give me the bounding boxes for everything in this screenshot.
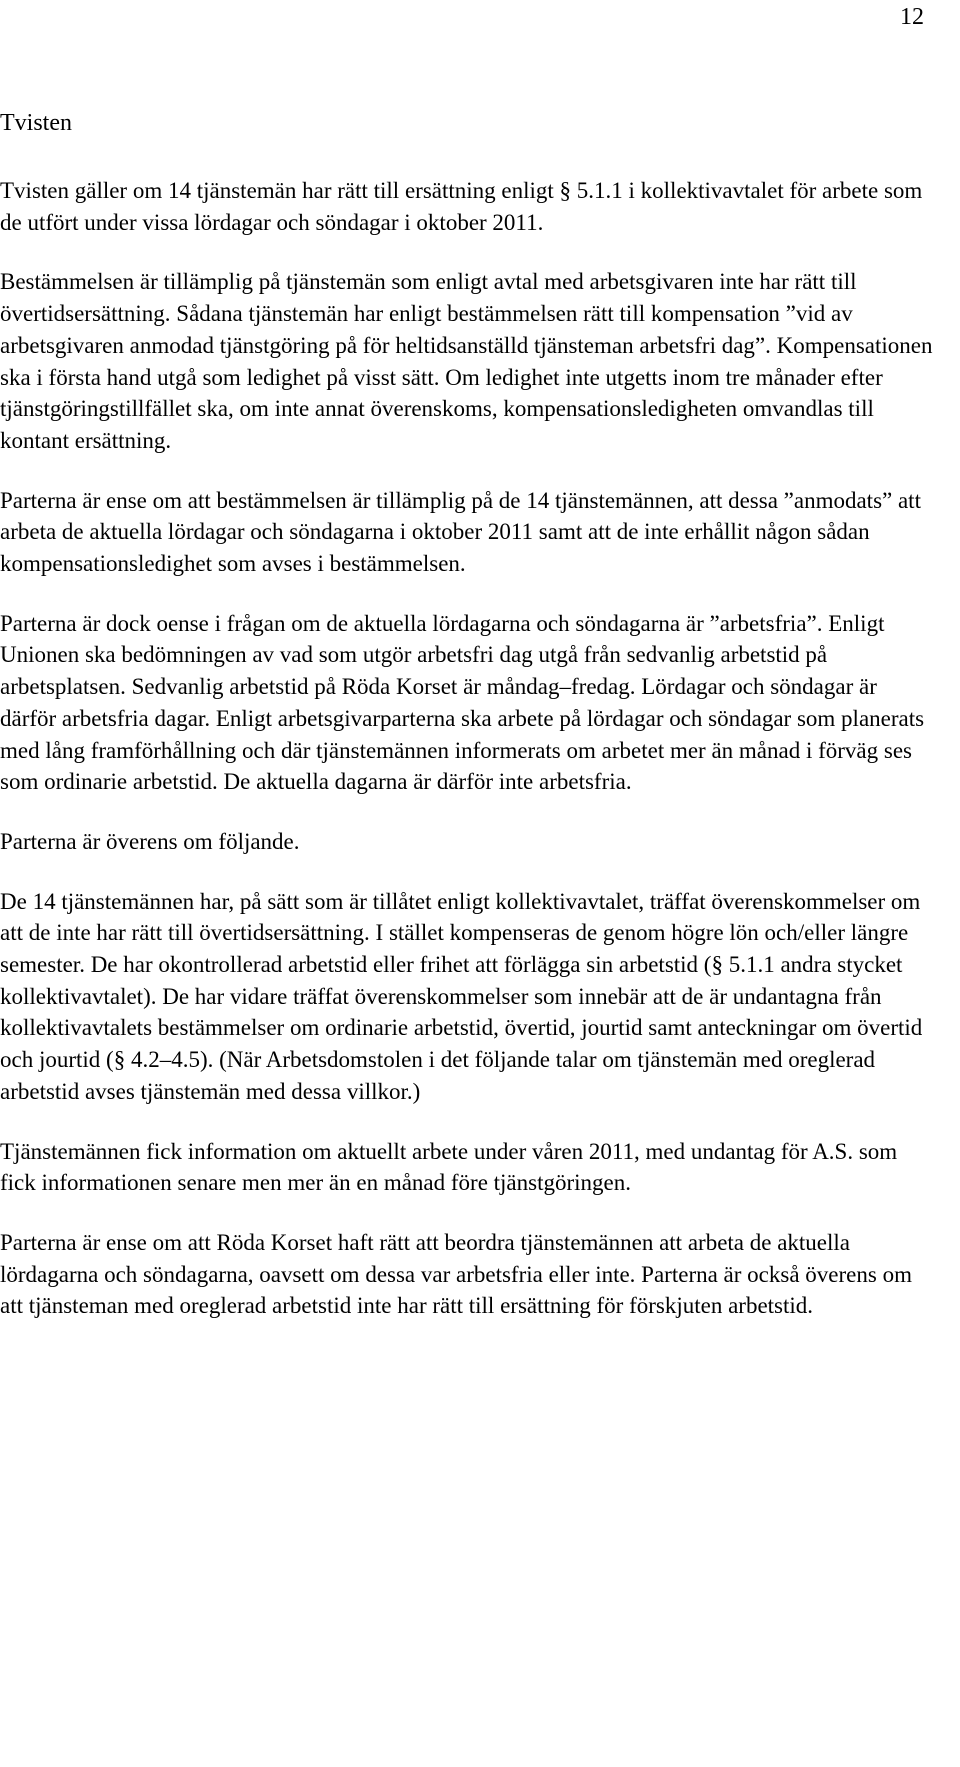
paragraph-information: Tjänstemännen fick information om aktuellt arbete under våren 2011, med undantag för A.S. som fick informationen senare men mer än en månad före tjänstgöringen. [0, 1138, 898, 1196]
paragraph-agreement: Parterna är ense om att bestämmelsen är tillämplig på de 14 tjänstemännen, att dessa ”anmodats” att arbeta de aktuella lördagar och söndagarna i oktober 2011 samt att de inte erhållit någon sådan kompensationsledighet som avses i bestämmelsen. [0, 487, 921, 577]
paragraph-employee-terms: De 14 tjänstemännen har, på sätt som är tillåtet enligt kollektivavtalet, träffat överenskommelser om att de inte har rätt till övertidsersättning. I stället kompenseras de genom högre lön och/eller längre semester. De har okontrollerad arbetstid eller frihet att förlägga sin arbetstid (§ 5.1.1 andra stycket kollektivavtalet). De har vidare träffat överenskommelser som innebär att de är undantagna från kollektivavtalets bestämmelser om ordinarie arbetstid, övertid, jourtid samt anteckningar om övertid och jourtid (§ 4.2–4.5). (När Arbetsdomstolen i det följande talar om tjänstemän med oreglerad arbetstid avses tjänstemän med dessa villkor.) [0, 888, 923, 1104]
paragraph-disagreement: Parterna är dock oense i frågan om de aktuella lördagarna och söndagarna är ”arbetsfria”. Enligt Unionen ska bedömningen av vad som utgör arbetsfri dag utgå från sedvanlig arbetstid på arbetsplatsen. Sedvanlig arbetstid på Röda Korset är måndag–fredag. Lördagar och söndagar är därför arbetsfria dagar. Enligt arbetsgivarparterna ska arbete på lördagar och söndagar som planerats med lång framförhållning och där tjänstemännen informerats om arbetet mer än månad i förväg ses som ordinarie arbetstid. De aktuella dagarna är därför inte arbetsfria. [0, 610, 925, 795]
paragraph-dispute-summary: Tvisten gäller om 14 tjänstemän har rätt till ersättning enligt § 5.1.1 i kollektivavtalet för arbete som de utfört under vissa lördagar och söndagar i oktober 2011. [0, 178, 923, 235]
document-body [0, 107, 936, 1350]
paragraph-consensus-intro: Parterna är överens om följande. [0, 828, 300, 854]
section-heading: Tvisten [0, 110, 72, 136]
paragraph-provision: Bestämmelsen är tillämplig på tjänstemän som enligt avtal med arbetsgivaren inte har rätt till övertidsersättning. Sådana tjänstemän har enligt bestämmelsen rätt till kompensation ”vid av arbetsgivaren anmodad tjänstgöring på för heltidsanställd tjänsteman arbetsfri dag”. Kompensationen ska i första hand utgå som ledighet på visst sätt. Om ledighet inte utgetts inom tre månader efter tjänstgöringstillfället ska, om inte annat överenskoms, kompensationsledigheten omvandlas till kontant ersättning. [0, 269, 933, 453]
paragraph-right-to-order: Parterna är ense om att Röda Korset haft rätt att beordra tjänstemännen att arbeta de aktuella lördagarna och söndagarna, oavsett om dessa var arbetsfria eller inte. Parterna är också överens om att tjänsteman med oreglerad arbetstid inte har rätt till ersättning för förskjuten arbetstid. [0, 1229, 912, 1319]
page-number: 12 [900, 4, 924, 30]
